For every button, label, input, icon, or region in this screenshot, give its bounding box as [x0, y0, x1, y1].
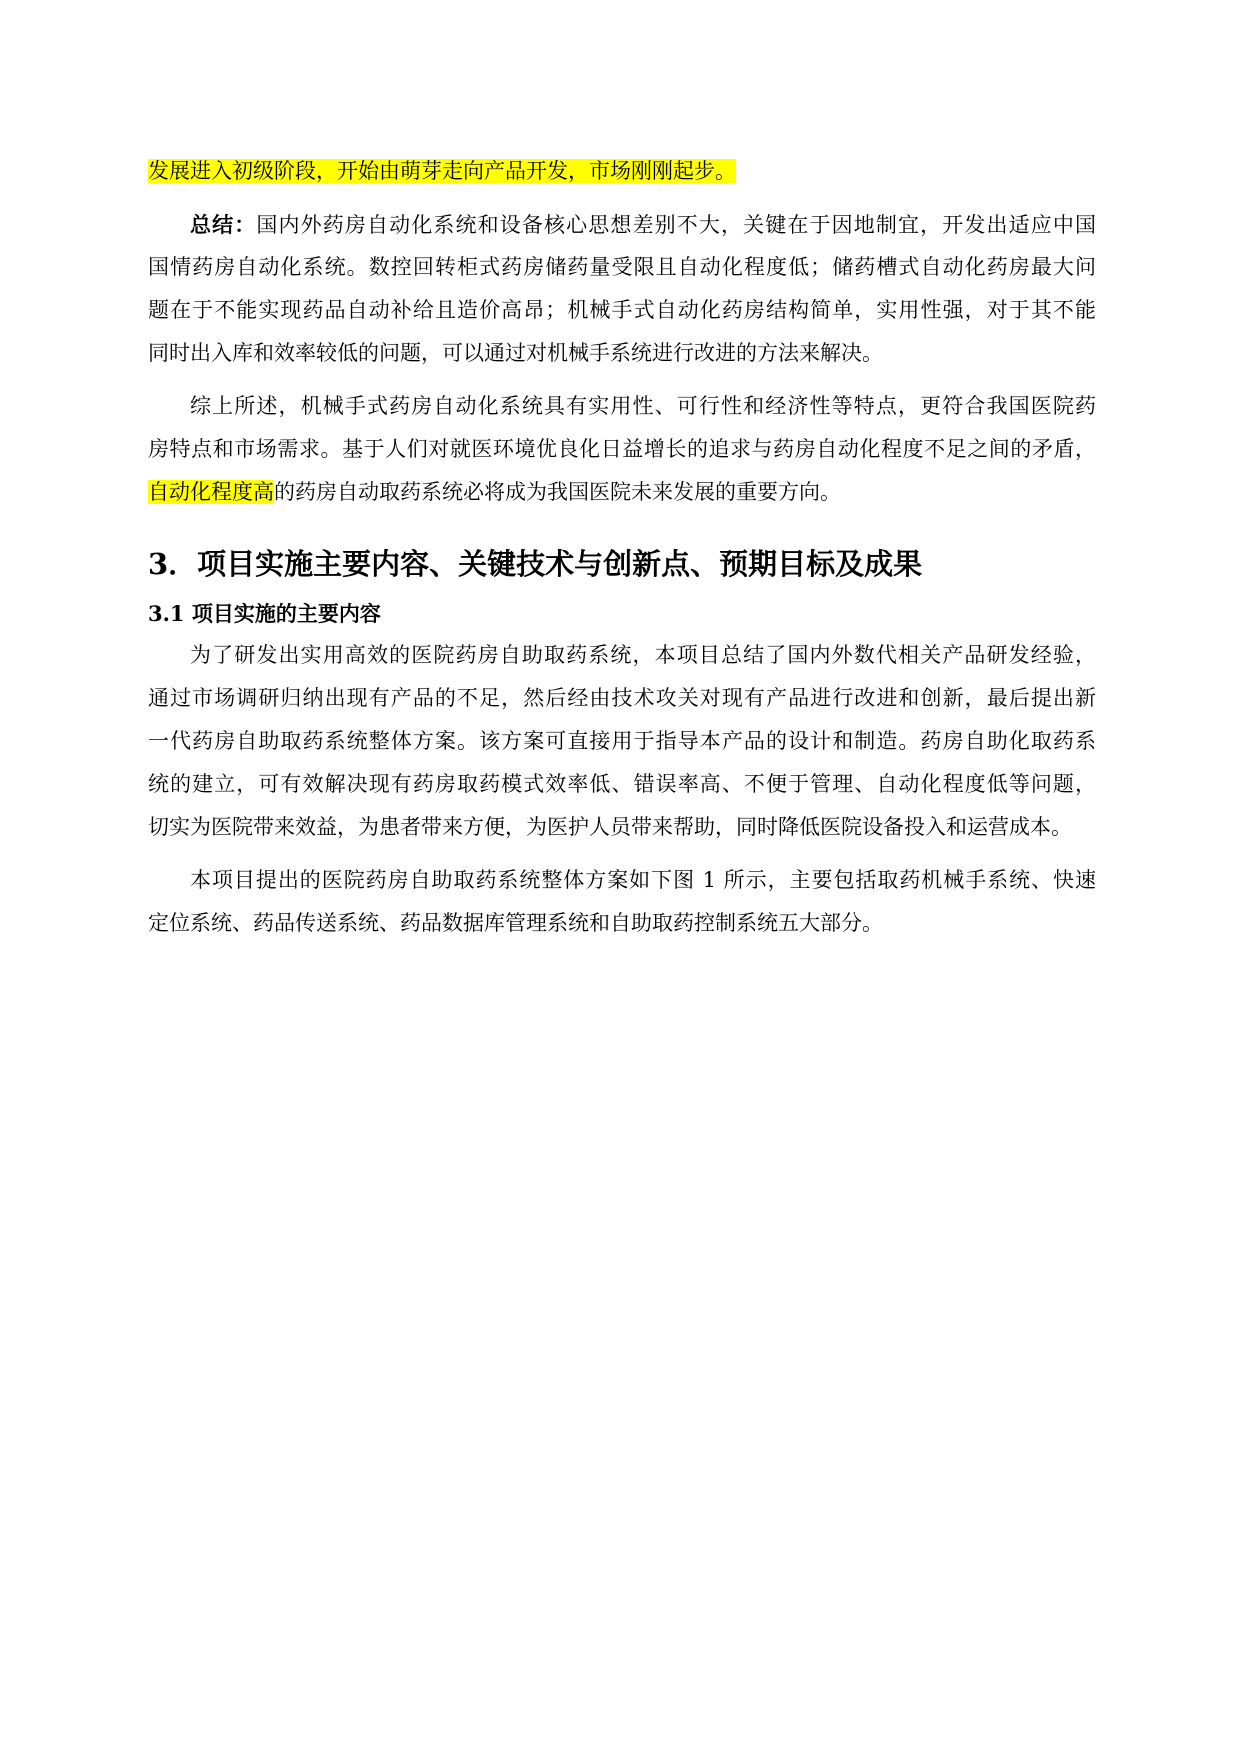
paragraph-line: 统的建立，可有效解决现有药房取药模式效率低、错误率高、不便于管理、自动化程度低等问题， [148, 772, 1096, 796]
paragraph-line: 一代药房自助取药系统整体方案。该方案可直接用于指导本产品的设计和制造。药房自助化取药系 [148, 729, 1096, 753]
paragraph-line: 同时出入库和效率较低的问题，可以通过对机械手系统进行改进的方法来解决。 [148, 341, 883, 365]
paragraph-line: 题在于不能实现药品自动补给且造价高昂；机械手式自动化药房结构简单，实用性强，对于其不能 [148, 298, 1096, 322]
paragraph-line [148, 471, 1096, 514]
paragraph-line: 综上所述，机械手式药房自动化系统具有实用性、可行性和经济性等特点，更符合我国医院药 [190, 394, 1096, 418]
overview-paragraph [148, 859, 1096, 945]
paragraph-line: 房特点和市场需求。基于人们对就医环境优良化日益增长的追求与药房自动化程度不足之间的矛盾， [148, 437, 1096, 461]
highlighted-text: 发展进入初级阶段，开始由萌芽走向产品开发，市场刚刚起步。 [148, 159, 736, 183]
highlighted-text: 自动化程度高 [148, 480, 274, 504]
paragraph-line: 国情药房自动化系统。数控回转柜式药房储药量受限且自动化程度低；储药槽式自动化药房最大问 [148, 255, 1096, 279]
main-content-paragraph [148, 634, 1096, 849]
line-text: 的药房自动取药系统必将成为我国医院未来发展的重要方向。 [274, 480, 841, 504]
summary-paragraph [148, 203, 1096, 375]
conclusion-paragraph [148, 385, 1096, 514]
page-content [148, 150, 1096, 945]
paragraph-line: 通过市场调研归纳出现有产品的不足，然后经由技术攻关对现有产品进行改进和创新，最后提出新 [148, 686, 1096, 710]
paragraph-line: 定位系统、药品传送系统、药品数据库管理系统和自助取药控制系统五大部分。 [148, 911, 883, 935]
intro-line [148, 150, 1096, 193]
paragraph-line: 为了研发出实用高效的医院药房自助取药系统，本项目总结了国内外数代相关产品研发经验， [190, 643, 1096, 667]
subsection-heading: 3.1 项目实施的主要内容 [148, 601, 381, 626]
section-heading: 3．项目实施主要内容、关键技术与创新点、预期目标及成果 [148, 547, 923, 581]
paragraph-line [148, 203, 1096, 246]
summary-label: 总结： [190, 212, 257, 237]
line-text: 国内外药房自动化系统和设备核心思想差别不大，关键在于因地制宜，开发出适应中国 [256, 213, 1096, 237]
paragraph-line: 本项目提出的医院药房自助取药系统整体方案如下图 1 所示，主要包括取药机械手系统、快速 [190, 868, 1096, 892]
paragraph-line: 切实为医院带来效益，为患者带来方便，为医护人员带来帮助，同时降低医院设备投入和运营成本。 [148, 815, 1072, 839]
